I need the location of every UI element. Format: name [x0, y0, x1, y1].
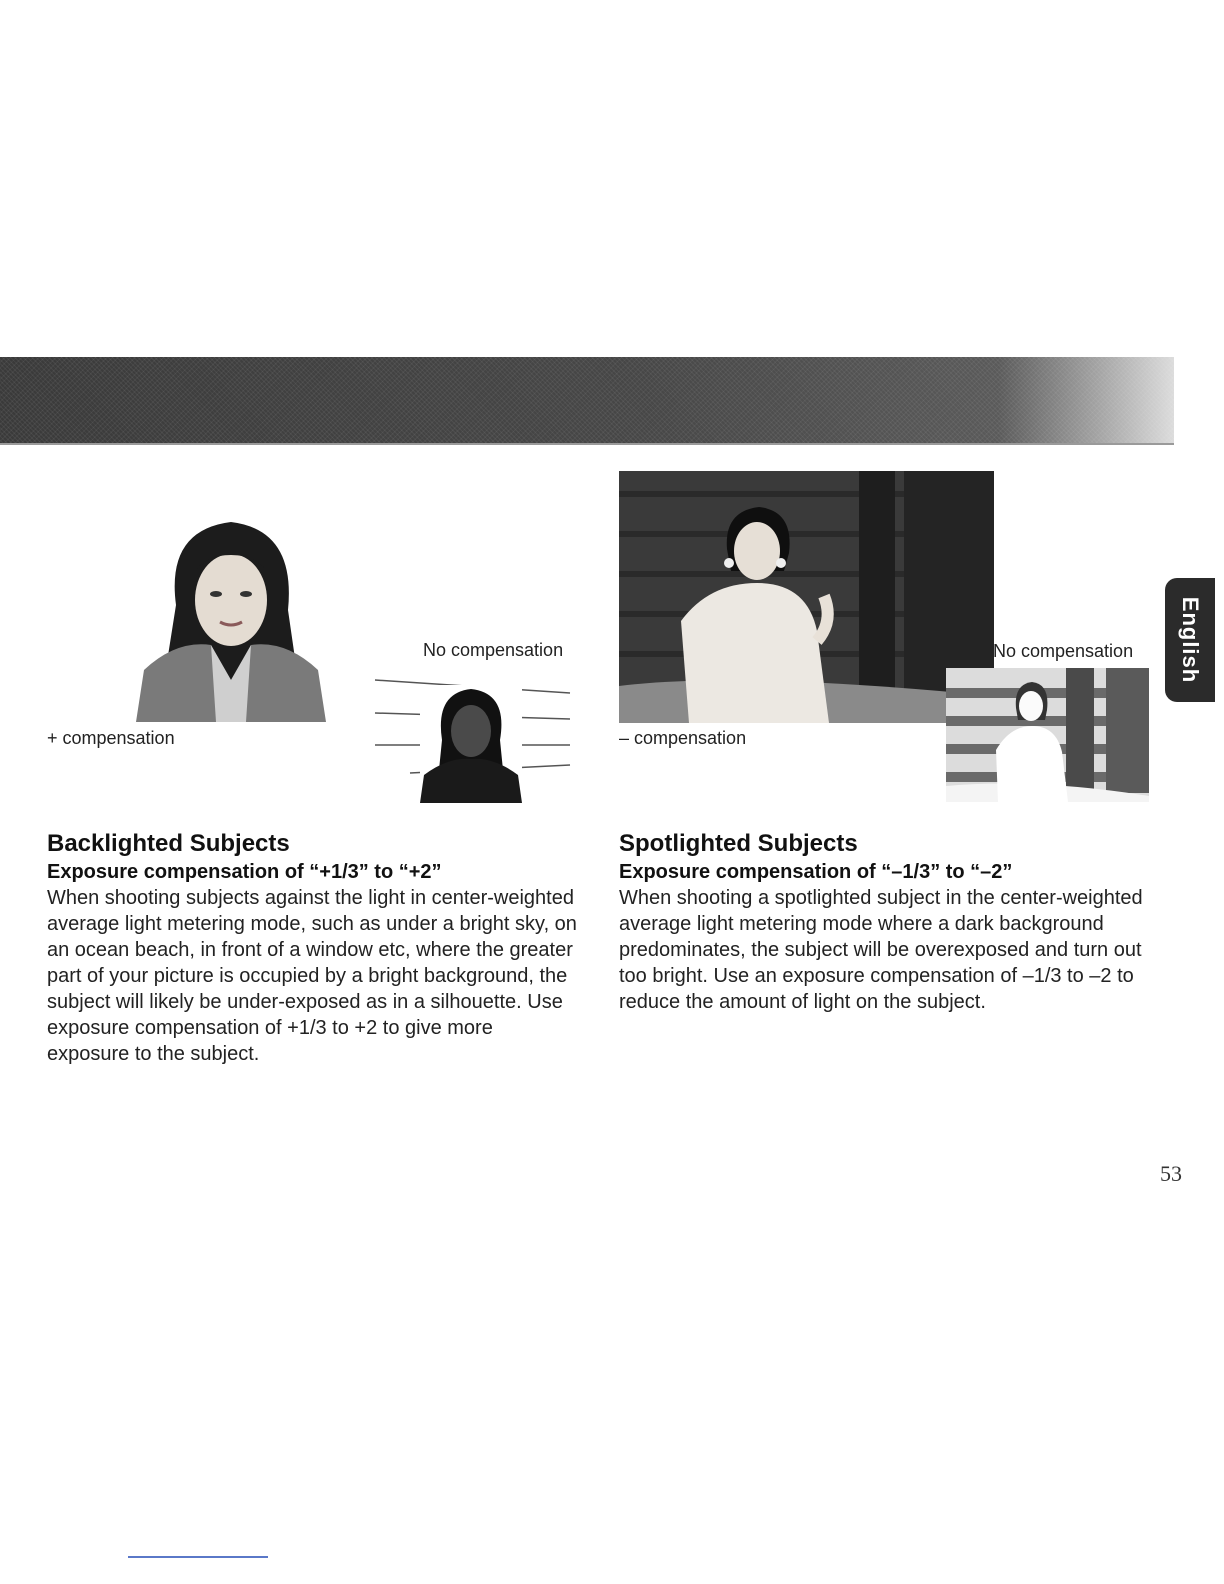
spotlit-minus-photo — [619, 471, 994, 723]
backlit-no-compensation-label: No compensation — [423, 640, 564, 660]
header-banner — [0, 357, 1174, 445]
minus-compensation-label: – compensation — [619, 728, 747, 748]
backlit-body: When shooting subjects against the light in center-weighted average light metering mode, such as under a bright sky, on an ocean beach, in front of a window etc, where the greater part of your picture is occupied by a bright background, the subject will likely be under-exposed as in a silhouette. Use exposure compensation of +1/3 to +2 to give more exposure to the subject. — [47, 887, 577, 1065]
backlit-plus-photo — [136, 510, 326, 722]
bottom-rule — [128, 1556, 268, 1558]
backlit-heading: Backlighted Subjects — [47, 830, 290, 857]
page-number: 53 — [1160, 1161, 1182, 1186]
backlit-subheading: Exposure compensation of “+1/3” to “+2” — [47, 861, 442, 883]
spotlit-subheading: Exposure compensation of “–1/3” to “–2” — [619, 861, 1013, 883]
backlit-none-photo — [420, 685, 522, 803]
spotlit-heading: Spotlighted Subjects — [619, 830, 858, 857]
spotlit-none-photo — [946, 668, 1149, 802]
spotlit-section — [619, 829, 1154, 1015]
language-tab[interactable] — [1165, 578, 1215, 702]
spotlit-no-compensation-label: No compensation — [993, 641, 1134, 661]
language-tab-label: English — [1178, 596, 1203, 684]
spotlit-body: When shooting a spotlighted subject in the center-weighted average light metering mode where a dark background predominates, the subject will be overexposed and turn out too bright. Use an exposure compensation of –1/3 to –2 to reduce the amount of light on the subject. — [619, 887, 1143, 1013]
header-banner-edge — [0, 443, 1174, 445]
plus-compensation-label: + compensation — [47, 728, 175, 748]
backlit-section — [47, 829, 577, 1067]
